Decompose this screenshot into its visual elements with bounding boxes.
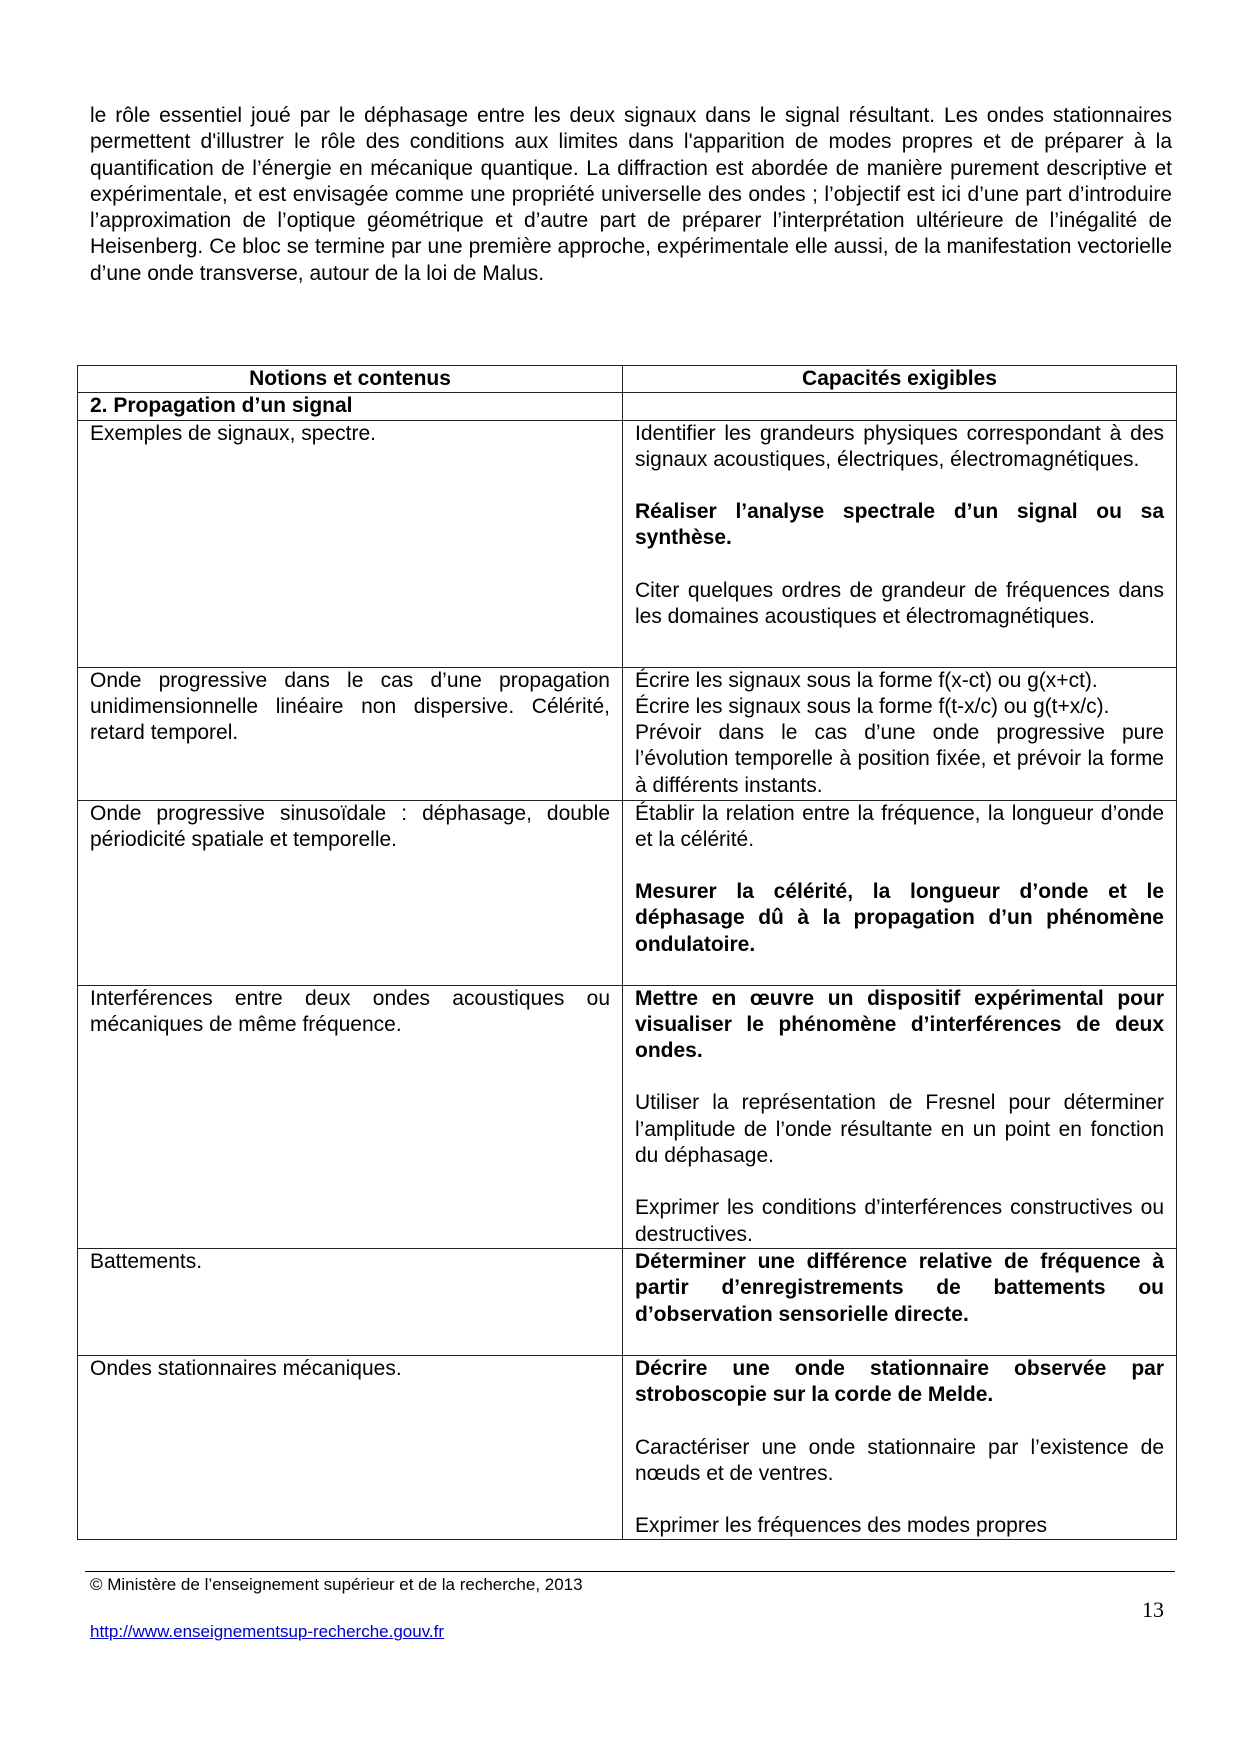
capacity-cell [623, 420, 1177, 667]
notion-text: Onde progressive sinusoïdale : déphasage, double périodicité spatiale et temporelle. [90, 801, 610, 851]
table-header-row [78, 366, 1177, 393]
notion-cell [78, 1248, 623, 1355]
table-row [78, 800, 1177, 985]
capacity-text: Exprimer les conditions d’interférences constructives ou destructives. [635, 1196, 1164, 1246]
capacity-text: Établir la relation entre la fréquence, la longueur d’onde et la célérité. [635, 801, 1164, 851]
program-table [77, 365, 1177, 1540]
footer-website-link[interactable]: http://www.enseignementsup-recherche.gouv.fr [90, 1622, 445, 1641]
capacity-cell [623, 667, 1177, 800]
notion-cell [78, 1355, 623, 1539]
footer-copyright: © Ministère de l’enseignement supérieur et de la recherche, 2013 [90, 1575, 583, 1594]
table-row [78, 667, 1177, 800]
notion-text: Onde progressive dans le cas d’une propagation unidimensionnelle linéaire non dispersive. Célérité, retard temporel. [90, 668, 610, 745]
notion-text: Exemples de signaux, spectre. [90, 421, 376, 445]
header-notions: Notions et contenus [78, 366, 623, 393]
section-empty-cell [623, 393, 1177, 420]
capacity-text: Mettre en œuvre un dispositif expérimental pour visualiser le phénomène d’interférences de deux ondes. [635, 986, 1164, 1063]
capacity-text: Identifier les grandeurs physiques correspondant à des signaux acoustiques, électriques, électromagnétiques. [635, 421, 1164, 471]
capacity-text: Mesurer la célérité, la longueur d’onde et le déphasage dû à la propagation d’un phénomène ondulatoire. [635, 880, 1164, 956]
table-row [78, 1355, 1177, 1539]
capacity-text: Exprimer les fréquences des modes propres [635, 1514, 1048, 1538]
capacity-text: Utiliser la représentation de Fresnel pour déterminer l’amplitude de l’onde résultante en un point en fonction du déphasage. [635, 1091, 1164, 1168]
notion-text: Interférences entre deux ondes acoustiques ou mécaniques de même fréquence. [90, 986, 610, 1036]
table-row [78, 985, 1177, 1248]
capacity-cell [623, 1248, 1177, 1355]
page-number: 13 [1142, 1597, 1164, 1622]
section-title: 2. Propagation d’un signal [78, 393, 623, 420]
capacity-text: Prévoir dans le cas d’une onde progressive pure l’évolution temporelle à position fixée, et prévoir la forme à différents instants. [635, 721, 1164, 797]
capacity-text: Déterminer une différence relative de fréquence à partir d’enregistrements de battements ou d’observation sensorielle directe. [635, 1249, 1164, 1326]
capacity-text: Citer quelques ordres de grandeur de fréquences dans les domaines acoustiques et électromagnétiques. [635, 578, 1164, 629]
header-capacites: Capacités exigibles [623, 366, 1177, 393]
capacity-cell [623, 800, 1177, 985]
notion-cell [78, 985, 623, 1248]
capacity-text: Réaliser l’analyse spectrale d’un signal ou sa synthèse. [635, 500, 1164, 550]
notion-cell [78, 420, 623, 667]
table-row [78, 1248, 1177, 1355]
intro-paragraph: le rôle essentiel joué par le déphasage entre les deux signaux dans le signal résultant. Les ondes stationnaires permettent d'illustrer le rôle des conditions aux limites dans l'apparition de modes propres et de préparer à la quantification de l’énergie en mécanique quantique. La diffraction est abordée de manière purement descriptive et expérimentale, et est envisagée comme une propriété universelle des ondes ; l’objectif est ici d’une part d’introduire l’approximation de l’optique géométrique et d’autre part de préparer l’interprétation ultérieure de l’inégalité de Heisenberg. Ce bloc se termine par une première approche, expérimentale elle aussi, de la manifestation vectorielle d’une onde transverse, autour de la loi de Malus. [90, 104, 1172, 285]
capacity-text: Caractériser une onde stationnaire par l’existence de nœuds et de ventres. [635, 1435, 1164, 1485]
section-row [78, 393, 1177, 420]
notion-cell [78, 800, 623, 985]
capacity-text: Écrire les signaux sous la forme f(x-ct) ou g(x+ct). [635, 668, 1098, 692]
footer-divider [85, 1571, 1175, 1572]
notion-text: Ondes stationnaires mécaniques. [90, 1356, 402, 1380]
capacity-cell [623, 1355, 1177, 1539]
table-row [78, 420, 1177, 667]
capacity-cell [623, 985, 1177, 1248]
capacity-text: Décrire une onde stationnaire observée par stroboscopie sur la corde de Melde. [635, 1356, 1164, 1407]
capacity-text: Écrire les signaux sous la forme f(t-x/c) ou g(t+x/c). [635, 694, 1110, 718]
notion-cell [78, 667, 623, 800]
notion-text: Battements. [90, 1249, 203, 1273]
